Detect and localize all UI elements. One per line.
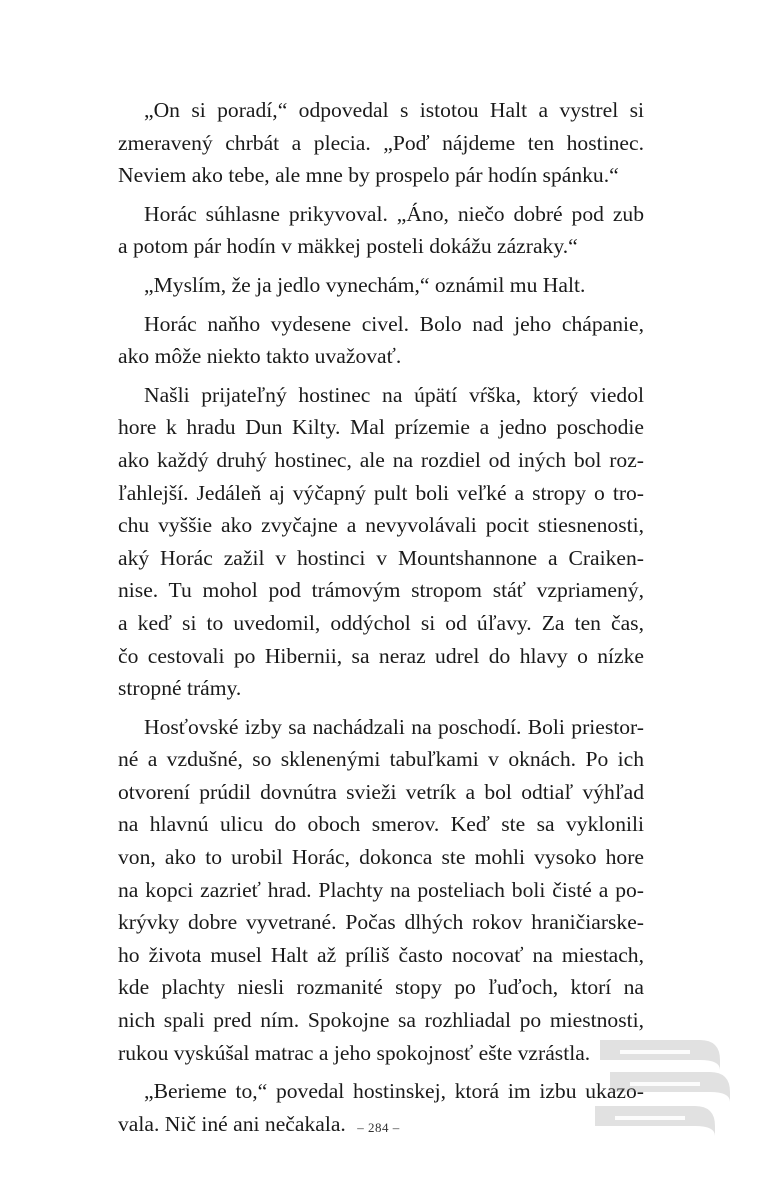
paragraph	[118, 705, 644, 1070]
text-line: na kopci zazrieť hrad. Plachty na posteliach boli čisté a po-	[118, 877, 644, 902]
text-line: „Myslím, že ja jedlo vynechám,“ oznámil mu Halt.	[144, 272, 586, 297]
text-line: Našli prijateľný hostinec na úpätí vŕška, ktorý viedol	[144, 382, 644, 407]
text-line: kde plachty niesli rozmanité stopy po ľuďoch, ktorí na	[118, 975, 644, 1000]
book-page-text	[118, 88, 644, 1140]
text-line: von, ako to urobil Horác, dokonca ste mohli vysoko hore	[118, 845, 644, 870]
text-line: stropné trámy.	[118, 676, 242, 701]
text-line: Neviem ako tebe, ale mne by prospelo pár hodín spánku.“	[118, 163, 619, 188]
paragraph	[118, 263, 644, 302]
text-line: na hlavnú ulicu do oboch smerov. Keď ste sa vyklonili	[118, 812, 644, 837]
text-line: „On si poradí,“ odpovedal s istotou Halt a vystrel si	[144, 98, 644, 122]
book-stack-watermark-icon	[580, 1010, 740, 1170]
text-line: né a vzdušné, so sklenenými tabuľkami v oknách. Po ich	[118, 747, 644, 772]
text-line: ako môže niekto takto uvažovať.	[118, 344, 402, 369]
text-line: Horác súhlasne prikyvoval. „Áno, niečo dobré pod zub	[144, 201, 644, 226]
text-line: hore k hradu Dun Kilty. Mal prízemie a jedno poschodie	[118, 415, 644, 440]
text-line: zmeravený chrbát a plecia. „Poď nájdeme ten hostinec.	[118, 130, 644, 155]
paragraph	[118, 88, 644, 192]
text-line: a potom pár hodín v mäkkej posteli dokážu zázraky.“	[118, 234, 578, 259]
text-line: ľahlejší. Jedáleň aj výčapný pult boli veľké a stropy o tro-	[118, 480, 644, 505]
text-line: chu vyššie ako zvyčajne a nevyvolávali pocit stiesnenosti,	[118, 513, 644, 538]
text-line: „Berieme to,“ povedal hostinskej, ktorá im izbu ukazo-	[144, 1079, 644, 1104]
text-line: ako každý druhý hostinec, ale na rozdiel od iných bol roz-	[118, 447, 644, 472]
paragraph	[118, 373, 644, 705]
text-line: Horác naňho vydesene civel. Bolo nad jeho chápanie,	[144, 311, 644, 336]
text-line: krývky dobre vyvetrané. Počas dlhých rokov hraničiarske-	[118, 910, 644, 935]
text-line: ho života musel Halt až príliš často nocovať na miestach,	[118, 942, 644, 967]
text-line: rukou vyskúšal matrac a jeho spokojnosť ešte vzrástla.	[118, 1040, 591, 1065]
paragraph	[118, 302, 644, 373]
paragraph	[118, 192, 644, 263]
text-line: nich spali pred ním. Spokojne sa rozhliadal po miestnosti,	[118, 1008, 644, 1033]
text-line: Hosťovské izby sa nachádzali na poschodí. Boli priestor-	[144, 714, 644, 739]
text-line: vala. Nič iné ani nečakala.	[118, 1111, 346, 1136]
text-line: a keď si to uvedomil, oddýchol si od úľavy. Za ten čas,	[118, 610, 644, 635]
text-line: nise. Tu mohol pod trámovým stropom stáť vzpriamený,	[118, 578, 644, 603]
text-line: aký Horác zažil v hostinci v Mountshannone a Craiken-	[118, 545, 644, 570]
text-line: čo cestovali po Hibernii, sa neraz udrel do hlavy o nízke	[118, 643, 644, 668]
page-number: – 284 –	[357, 1120, 400, 1135]
text-line: otvorení prúdil dovnútra svieži vetrík a bol odtiaľ výhľad	[118, 779, 644, 804]
